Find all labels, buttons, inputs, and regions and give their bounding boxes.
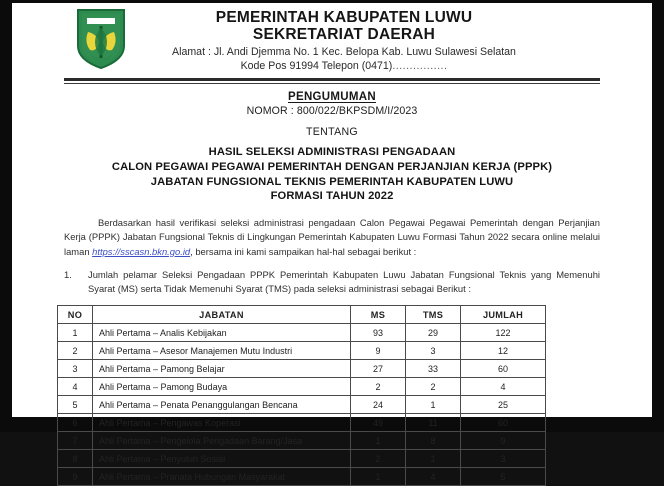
cell-no: 5 <box>58 396 93 414</box>
cell-jumlah: 5 <box>461 468 546 486</box>
document-sheet <box>12 3 652 482</box>
column-header-jumlah: JUMLAH <box>461 306 546 324</box>
column-header-jabatan: JABATAN <box>93 306 351 324</box>
cell-jumlah: 3 <box>461 450 546 468</box>
cell-jumlah: 4 <box>461 378 546 396</box>
cell-jumlah: 9 <box>461 432 546 450</box>
cell-no: 4 <box>58 378 93 396</box>
applicant-table-container <box>57 305 600 486</box>
cell-no: 2 <box>58 342 93 360</box>
table-row <box>58 324 546 342</box>
cell-jumlah: 60 <box>461 414 546 432</box>
cell-no: 9 <box>58 468 93 486</box>
subject-line-1: HASIL SELEKSI ADMINISTRASI PENGADAAN <box>208 146 456 158</box>
cell-tms: 1 <box>406 396 461 414</box>
intro-paragraph <box>64 216 600 259</box>
table-row <box>58 432 546 450</box>
cell-ms: 1 <box>351 432 406 450</box>
cell-tms: 2 <box>406 378 461 396</box>
table-row <box>58 450 546 468</box>
table-row <box>58 468 546 486</box>
intro-text-after-link: , bersama ini kami sampaikan hal-hal sebagai berikut : <box>190 245 417 257</box>
government-name: PEMERINTAH KABUPATEN LUWU <box>215 9 473 26</box>
announcement-title-block <box>12 91 652 204</box>
divider-thin-rule <box>64 83 600 85</box>
trailing-dots: ................ <box>392 60 448 73</box>
column-header-tms: TMS <box>406 306 461 324</box>
cell-jabatan: Ahli Pertama – Penata Penanggulangan Bencana <box>93 396 351 414</box>
office-name: SEKRETARIAT DAERAH <box>252 26 436 44</box>
cell-ms: 1 <box>351 468 406 486</box>
cell-ms: 2 <box>351 378 406 396</box>
cell-jumlah: 60 <box>461 360 546 378</box>
postal-phone-text: Kode Pos 91994 Telepon (0471) <box>240 60 393 73</box>
about-label: TENTANG <box>306 126 358 138</box>
announcement-number: NOMOR : 800/022/BKPSDM/I/2023 <box>246 105 418 117</box>
table-row <box>58 396 546 414</box>
column-header-ms: MS <box>351 306 406 324</box>
cell-jabatan: Ahli Pertama – Analis Kebijakan <box>93 324 351 342</box>
cell-tms: 11 <box>406 414 461 432</box>
cell-ms: 49 <box>351 414 406 432</box>
cell-no: 3 <box>58 360 93 378</box>
cell-jabatan: Ahli Pertama – Asesor Manajemen Mutu Industri <box>93 342 351 360</box>
sscasn-portal-link[interactable]: https://sscasn.bkn.go.id <box>92 245 191 257</box>
cell-no: 8 <box>58 450 93 468</box>
cell-jabatan: Ahli Pertama – Pengawas Koperasi <box>93 414 351 432</box>
list-item-1-number: 1. <box>64 269 72 281</box>
intro-text-before-link: Berdasarkan hasil verifikasi seleksi administrasi pengadaan Calon Pegawai Pegawai Pemerintah dengan Perjanjian Kerja (PPPK) Jabatan Fungsional Teknis di Lingkungan Pemerintah Kabupaten Luwu Formasi Tahun 2022 secara online melalui laman <box>64 217 600 257</box>
cell-tms: 1 <box>406 450 461 468</box>
cell-jumlah: 122 <box>461 324 546 342</box>
cell-tms: 3 <box>406 342 461 360</box>
cell-ms: 9 <box>351 342 406 360</box>
cell-jabatan: Ahli Pertama – Pengelola Pengadaan Barang/Jasa <box>93 432 351 450</box>
cell-ms: 2 <box>351 450 406 468</box>
cell-no: 1 <box>58 324 93 342</box>
subject-line-4: FORMASI TAHUN 2022 <box>270 190 394 203</box>
list-item-1 <box>64 268 600 296</box>
cell-tms: 4 <box>406 468 461 486</box>
cell-tms: 8 <box>406 432 461 450</box>
office-address: Alamat : Jl. Andi Djemma No. 1 Kec. Belopa Kab. Luwu Sulawesi Selatan <box>172 46 516 59</box>
table-row <box>58 360 546 378</box>
cell-jabatan: Ahli Pertama – Pamong Belajar <box>93 360 351 378</box>
table-row <box>58 414 546 432</box>
cell-ms: 93 <box>351 324 406 342</box>
announcement-subject <box>12 145 652 204</box>
cell-jabatan: Ahli Pertama – Pamong Budaya <box>93 378 351 396</box>
applicant-results-table <box>57 305 546 486</box>
cell-no: 7 <box>58 432 93 450</box>
cell-ms: 24 <box>351 396 406 414</box>
table-row <box>58 342 546 360</box>
letterhead <box>12 3 652 75</box>
cell-ms: 27 <box>351 360 406 378</box>
letterhead-divider <box>64 78 600 84</box>
cell-tms: 29 <box>406 324 461 342</box>
cell-jabatan: Ahli Pertama – Pranata Hubungan Masyarakat <box>93 468 351 486</box>
cell-jumlah: 12 <box>461 342 546 360</box>
office-postal-phone <box>46 60 642 74</box>
cell-no: 6 <box>58 414 93 432</box>
cell-jumlah: 25 <box>461 396 546 414</box>
table-row <box>58 378 546 396</box>
subject-line-3: JABATAN FUNGSIONAL TEKNIS PEMERINTAH KABUPATEN LUWU <box>150 175 514 188</box>
column-header-no: NO <box>58 306 93 324</box>
subject-line-2: CALON PEGAWAI PEGAWAI PEMERINTAH DENGAN PERJANJIAN KERJA (PPPK) <box>111 160 553 173</box>
cell-tms: 33 <box>406 360 461 378</box>
table-header-row <box>58 306 546 324</box>
luwu-regency-coat-of-arms-icon <box>75 8 127 70</box>
cell-jabatan: Ahli Pertama – Penyuluh Sosial <box>93 450 351 468</box>
list-item-1-text: Jumlah pelamar Seleksi Pengadaan PPPK Pemerintah Kabupaten Luwu Jabatan Fungsional Teknis yang Memenuhi Syarat (MS) serta Tidak Memenuhi Syarat (TMS) pada seleksi administrasi sebagai Berikut : <box>88 269 600 295</box>
announcement-heading: PENGUMUMAN <box>288 91 376 103</box>
